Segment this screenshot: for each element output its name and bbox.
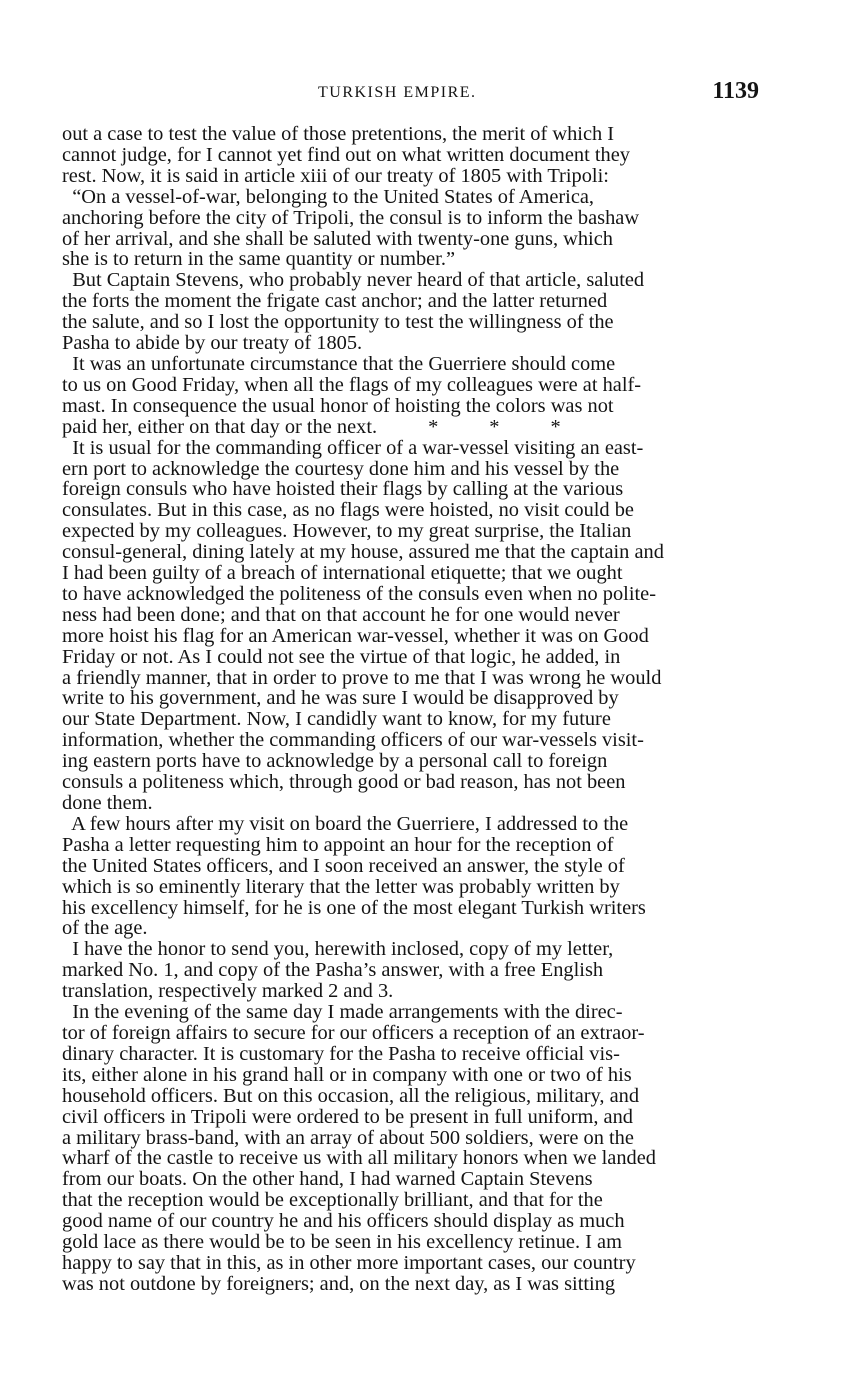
text-line: she is to return in the same quantity or number.” <box>62 248 455 271</box>
text-line: anchoring before the city of Tripoli, the consul is to inform the bashaw <box>62 206 640 229</box>
text-line: more hoist his flag for an American war-vessel, whether it was on Good <box>62 624 649 647</box>
text-line: to us on Good Friday, when all the flags of my colleagues were at half- <box>62 373 642 396</box>
text-line: of the age. <box>62 917 148 940</box>
text-line: foreign consuls who have hoisted their flags by calling at the various <box>62 478 624 501</box>
text-line: of her arrival, and she shall be saluted with twenty-one guns, which <box>62 227 613 250</box>
text-line: expected by my colleagues. However, to my great surprise, the Italian <box>62 520 632 543</box>
text-line: ern port to acknowledge the courtesy done him and his vessel by the <box>62 457 620 480</box>
text-line: “On a vessel-of-war, belonging to the United States of America, <box>62 185 595 208</box>
text-line: paid her, either on that day or the next. * * * <box>62 415 561 438</box>
text-line: a friendly manner, that in order to prove to me that I was wrong he would <box>62 666 662 689</box>
page-header <box>0 78 859 112</box>
text-line: A few hours after my visit on board the Guerriere, I addressed to the <box>62 812 629 835</box>
text-line: information, whether the commanding officers of our war-vessels visit- <box>62 729 644 752</box>
text-line: I had been guilty of a breach of international etiquette; that we ought <box>62 562 623 585</box>
text-line: household officers. But on this occasion, all the religious, military, and <box>62 1084 640 1107</box>
text-line: But Captain Stevens, who probably never heard of that article, saluted <box>62 269 645 292</box>
text-line: Friday or not. As I could not see the virtue of that logic, he added, in <box>62 645 621 668</box>
text-line: from our boats. On the other hand, I had warned Captain Stevens <box>62 1168 593 1191</box>
text-line: Pasha to abide by our treaty of 1805. <box>62 332 363 355</box>
text-line: consul-general, dining lately at my house, assured me that the captain and <box>62 541 664 564</box>
text-line: our State Department. Now, I candidly want to know, for my future <box>62 708 611 731</box>
text-line: done them. <box>62 792 153 814</box>
text-line: the forts the moment the frigate cast anchor; and the latter returned <box>62 290 608 313</box>
text-line: It is usual for the commanding officer of a war-vessel visiting an east- <box>62 436 644 459</box>
text-line: mast. In consequence the usual honor of hoisting the colors was not <box>62 394 614 417</box>
text-line: was not outdone by foreigners; and, on the next day, as I was sitting <box>62 1272 616 1295</box>
text-line: translation, respectively marked 2 and 3. <box>62 980 394 1003</box>
text-line: which is so eminently literary that the letter was probably written by <box>62 875 620 898</box>
text-line: consulates. But in this case, as no flags were hoisted, no visit could be <box>62 499 634 522</box>
page-number: 1139 <box>712 78 759 104</box>
text-line: ing eastern ports have to acknowledge by a personal call to foreign <box>62 750 608 773</box>
text-line: tor of foreign affairs to secure for our officers a reception of an extraor- <box>62 1021 645 1044</box>
text-line: I have the honor to send you, herewith inclosed, copy of my letter, <box>62 938 614 961</box>
text-line: It was an unfortunate circumstance that the Guerriere should come <box>62 352 616 375</box>
text-line: the salute, and so I lost the opportunity to test the willingness of the <box>62 311 614 334</box>
text-line: out a case to test the value of those pretentions, the merit of which I <box>62 123 615 145</box>
text-line: dinary character. It is customary for the Pasha to receive official vis- <box>62 1042 620 1065</box>
running-title: TURKISH EMPIRE. <box>318 84 477 101</box>
text-line: his excellency himself, for he is one of the most elegant Turkish writers <box>62 896 646 919</box>
text-line: a military brass-band, with an array of about 500 soldiers, were on the <box>62 1126 634 1149</box>
text-line: cannot judge, for I cannot yet find out on what written document they <box>62 143 630 166</box>
text-line: wharf of the castle to receive us with all military honors when we landed <box>62 1147 656 1170</box>
text-line: marked No. 1, and copy of the Pasha’s answer, with a free English <box>62 959 604 982</box>
body-text <box>62 124 758 1295</box>
text-line: the United States officers, and I soon received an answer, the style of <box>62 854 625 877</box>
text-line: rest. Now, it is said in article xiii of our treaty of 1805 with Tripoli: <box>62 164 609 187</box>
text-line: good name of our country he and his officers should display as much <box>62 1210 625 1233</box>
text-line: write to his government, and he was sure I would be disapproved by <box>62 687 619 710</box>
text-line: ness had been done; and that on that account he for one would never <box>62 603 620 626</box>
text-line: to have acknowledged the politeness of the consuls even when no polite- <box>62 582 656 605</box>
text-line: that the reception would be exceptionally brilliant, and that for the <box>62 1189 603 1212</box>
text-line: civil officers in Tripoli were ordered to be present in full uniform, and <box>62 1105 633 1128</box>
text-line: its, either alone in his grand hall or in company with one or two of his <box>62 1063 632 1086</box>
text-line: In the evening of the same day I made arrangements with the direc- <box>62 1001 623 1024</box>
text-line: Pasha a letter requesting him to appoint an hour for the reception of <box>62 833 614 856</box>
text-line: happy to say that in this, as in other more important cases, our country <box>62 1251 636 1274</box>
text-line: consuls a politeness which, through good or bad reason, has not been <box>62 771 626 794</box>
text-line: gold lace as there would be to be seen in his excellency retinue. I am <box>62 1231 622 1254</box>
